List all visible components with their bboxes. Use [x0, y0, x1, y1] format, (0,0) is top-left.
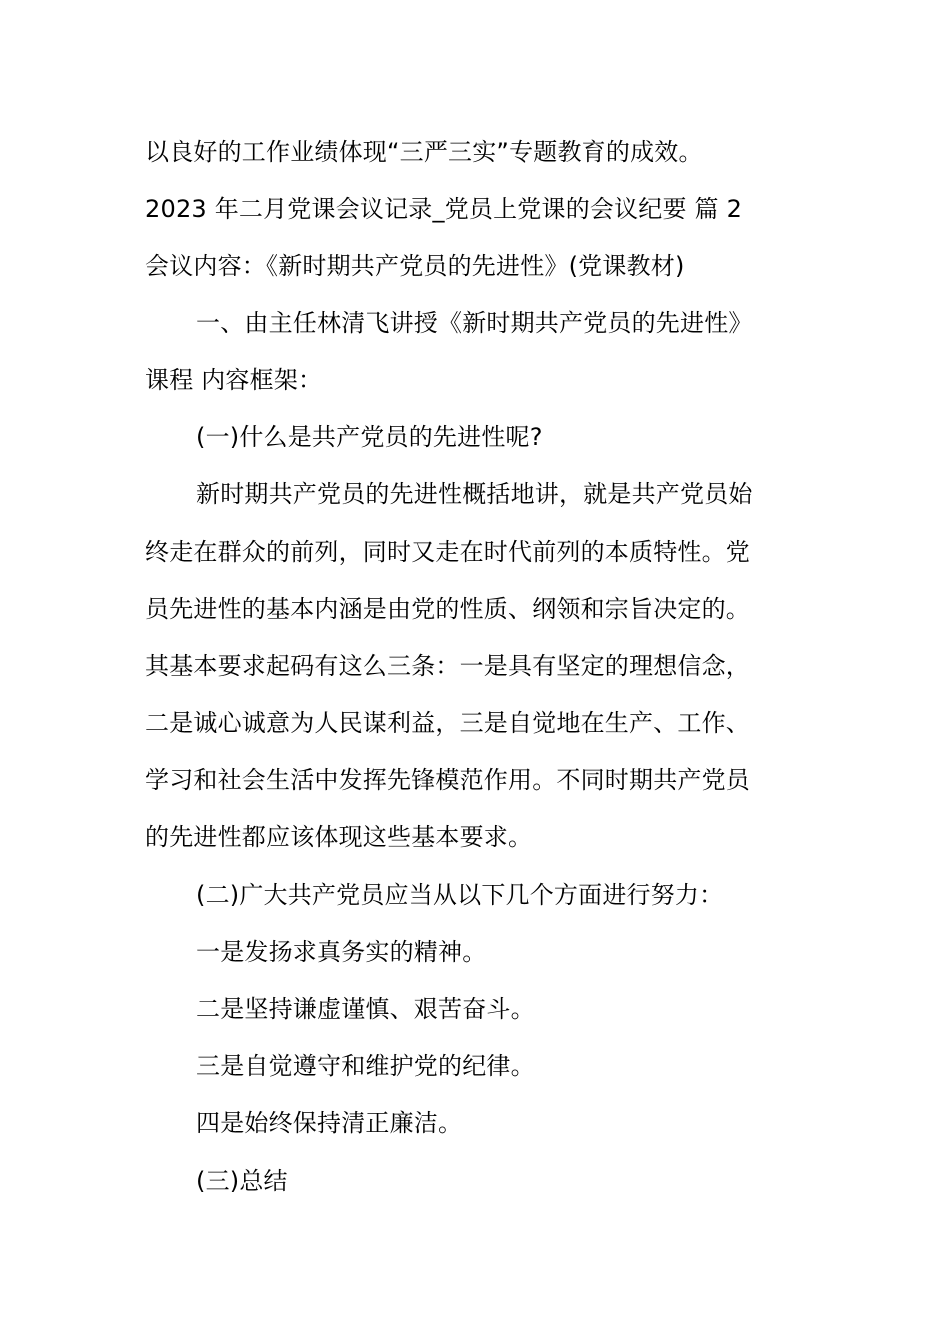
text-line: 二是坚持谦虚谨慎、艰苦奋斗。 — [196, 995, 535, 1023]
text-line: 课程 内容框架： — [145, 366, 323, 394]
text-line: 四是始终保持清正廉洁。 — [196, 1109, 463, 1137]
text-line: (二)广大共产党员应当从以下几个方面进行努力： — [196, 881, 724, 909]
text-line: 终走在群众的前列，同时又走在时代前列的本质特性。党 — [145, 538, 750, 566]
text-line: 会议内容：《新时期共产党员的先进性》(党课教材) — [145, 252, 685, 280]
text-line: 其基本要求起码有这么三条：一是具有坚定的理想信念， — [145, 652, 750, 680]
text-line: 2023 年二月党课会议记录_党员上党课的会议纪要 篇 2 — [145, 195, 743, 223]
text-line: 二是诚心诚意为人民谋利益，三是自觉地在生产、工作、 — [145, 709, 750, 737]
text-line: 三是自觉遵守和维护党的纪律。 — [196, 1052, 535, 1080]
text-line: 一是发扬求真务实的精神。 — [196, 938, 487, 966]
text-line: 员先进性的基本内涵是由党的性质、纲领和宗旨决定的。 — [145, 595, 750, 623]
text-line: 一、由主任林清飞讲授《新时期共产党员的先进性》 — [196, 309, 753, 337]
text-line: (三)总结 — [196, 1167, 288, 1195]
text-line: (一)什么是共产党员的先进性呢? — [196, 423, 543, 451]
text-line: 以良好的工作业绩体现“三严三实”专题教育的成效。 — [145, 138, 703, 166]
text-line: 新时期共产党员的先进性概括地讲，就是共产党员始 — [196, 480, 753, 508]
text-line: 的先进性都应该体现这些基本要求。 — [145, 823, 533, 851]
text-line: 学习和社会生活中发挥先锋模范作用。不同时期共产党员 — [145, 766, 750, 794]
